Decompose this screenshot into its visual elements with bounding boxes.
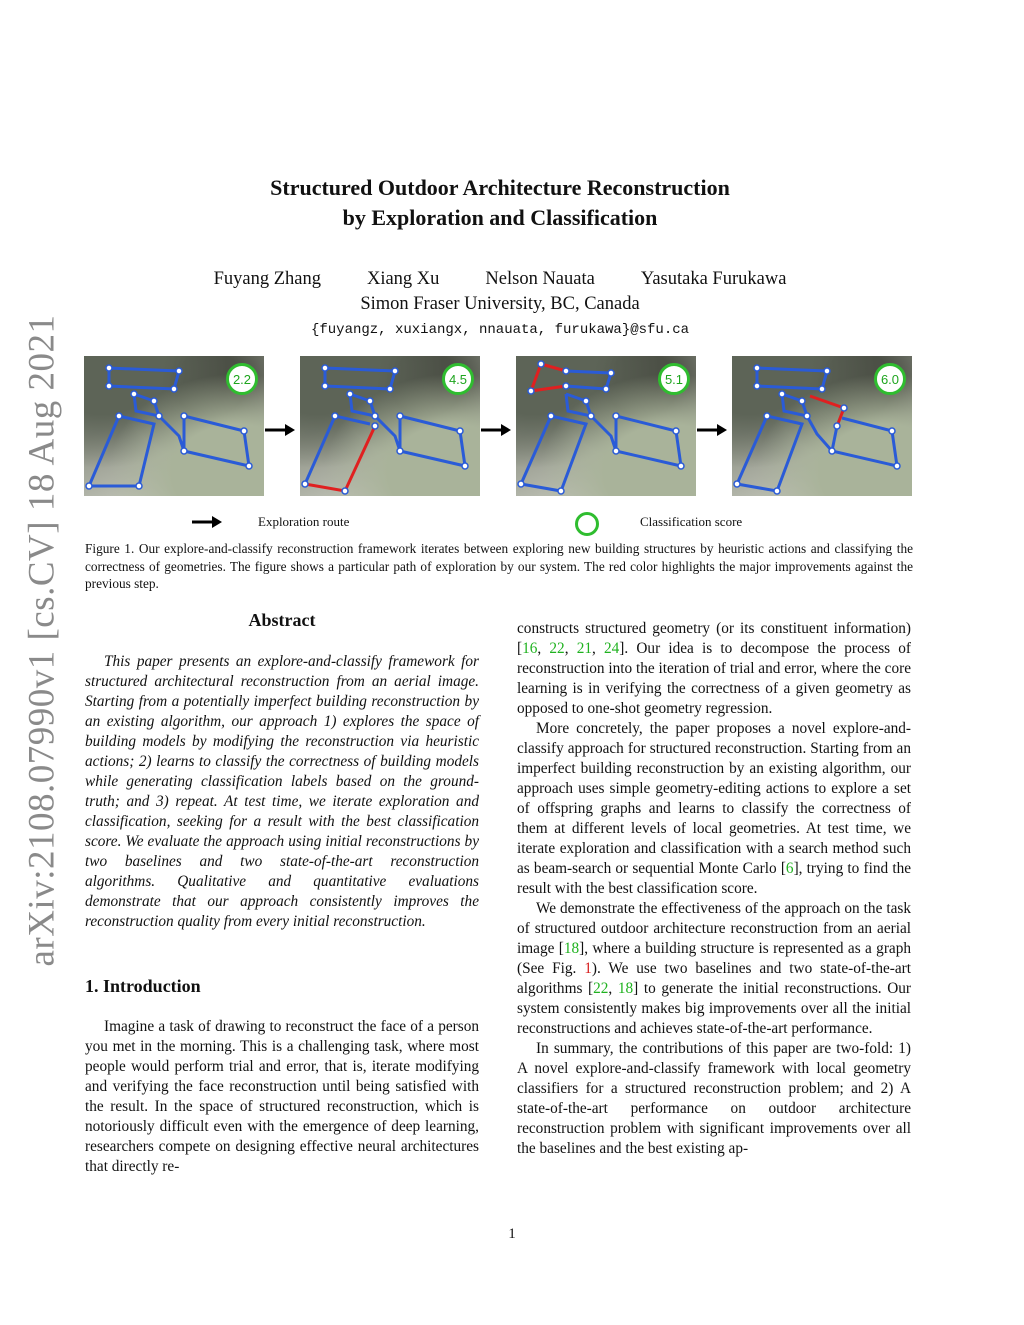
highlighted-edges	[531, 364, 566, 391]
author-name: Fuyang Zhang	[213, 269, 321, 289]
arxiv-stamp-text: arXiv:2108.07990v1 [cs.CV] 18 Aug 2021	[21, 313, 63, 967]
aerial-image-step-2	[300, 356, 480, 496]
author-list	[150, 269, 850, 290]
author-name: Xiang Xu	[366, 269, 440, 289]
citation-link[interactable]: 24	[604, 640, 620, 657]
right-column	[517, 619, 911, 1159]
author-name: Yasutaka Furukawa	[640, 269, 787, 289]
classification-score-badge: 5.1	[658, 363, 690, 395]
arxiv-stamp	[18, 313, 66, 967]
highlighted-edges	[810, 396, 844, 426]
affiliation: Simon Fraser University, BC, Canada	[360, 294, 640, 314]
page-number: 1	[508, 1226, 516, 1242]
body-paragraph: constructs structured geometry (or its constituent information) [16, 22, 21, 24]. Our idea is to decompose the process of reconstruction into the iteration of trial and error, where the core learning is in verifying the correctness of a given geometry as opposed to one-shot geometry regression.	[517, 620, 912, 717]
exploration-arrow-icon	[697, 424, 727, 436]
title-line-2: by Exploration and Classification	[342, 205, 658, 230]
left-column	[85, 610, 479, 1177]
citation-link[interactable]: 6	[785, 860, 794, 877]
classification-score-badge: 4.5	[442, 363, 474, 395]
author-name: Nelson Nauata	[485, 269, 595, 289]
citation-link[interactable]: 18	[563, 940, 580, 957]
figure-reference-link[interactable]: 1	[584, 960, 592, 977]
graph-edges	[737, 368, 897, 491]
legend-score-label: Classification score	[640, 514, 743, 529]
graph-edges	[305, 368, 465, 484]
legend-arrow-icon	[192, 516, 222, 528]
graph-edges	[89, 368, 249, 486]
aerial-image-step-1	[84, 356, 264, 496]
citation-link[interactable]: 18	[617, 980, 634, 997]
citation-link[interactable]: 22	[549, 640, 565, 657]
author-emails: {fuyangz, xuxiangx, nnauata, furukawa}@sfu.ca	[310, 322, 690, 338]
abstract-heading: Abstract	[248, 610, 316, 630]
legend-score-circle-icon	[575, 512, 599, 536]
legend-route-label: Exploration route	[258, 514, 350, 529]
citation-link[interactable]: 22	[593, 980, 609, 997]
section-heading-introduction: 1. Introduction	[85, 976, 201, 996]
body-paragraph: More concretely, the paper proposes a novel explore-and-classify approach for structured reconstruction. Starting from an imperfect building reconstruction by an existing algorithm, our approach uses simple geometry-editing actions to explore a set of offspring graphs and learns to classify the correctness of them at different levels of local geometries. At test time, we iterate exploration and classification with a search method such as beam-search or sequential Monte Carlo [6], trying to find the result with the best classification score.	[517, 720, 912, 897]
abstract-body: This paper presents an explore-and-classify framework for structured architectural reconstruction from an aerial image. Starting from a potentially imperfect building reconstruction by an existing algorithm, our approach 1) explores the space of building models by modifying the reconstruction via heuristic actions; 2) learns to classify the correctness of building models while generating classification labels based on the ground-truth; and 3) repeat. At test time, we iterate exploration and classification, seeking for a result with the best classification score. We evaluate the approach using initial reconstructions by two baselines and two state-of-the-art reconstruction algorithms. Qualitative and quantitative evaluations demonstrate that our approach consistently improves the reconstruction quality from every initial reconstruction.	[85, 653, 479, 930]
classification-score-badge: 2.2	[226, 363, 258, 395]
exploration-arrow-icon	[265, 424, 295, 436]
intro-paragraph: Imagine a task of drawing to reconstruct the face of a person you met in the morning. This is a challenging task, where most people would perform trial and error, that is, iterate modifying and verifying the face reconstruction until being satisfied with the result. In the space of structured reconstruction, which is notoriously difficult even with the emergence of deep learning, researchers compete on designing effective neural architectures that directly re-	[85, 1018, 479, 1175]
figure-caption: Figure 1. Our explore-and-classify reconstruction framework iterates between exploring new building structures by heuristic actions and classifying the correctness of geometries. The figure shows a particular path of exploration by our system. The red color highlights the major improvements against the previous step.	[85, 541, 913, 591]
aerial-image-step-3	[516, 356, 696, 496]
aerial-image-step-4	[732, 356, 912, 496]
exploration-arrow-icon	[481, 424, 511, 436]
citation-link[interactable]: 21	[576, 640, 592, 657]
title-line-1: Structured Outdoor Architecture Reconstruction	[270, 175, 730, 200]
classification-score-badge: 6.0	[874, 363, 906, 395]
body-paragraph: We demonstrate the effectiveness of the approach on the task of structured outdoor architecture reconstruction from an aerial image [18], where a building structure is represented as a graph (See Fig. 1). We use two baselines and two state-of-the-art algorithms [22, 18] to generate the initial reconstructions. Our system consistently makes big improvements over all the initial reconstructions and achieves state-of-the-art performance.	[517, 900, 912, 1037]
citation-link[interactable]: 16	[522, 640, 538, 657]
paper-title	[200, 173, 800, 233]
body-paragraph: In summary, the contributions of this paper are two-fold: 1) A novel explore-and-classify framework with local geometry classifiers for a structured reconstruction problem; and 2) A state-of-the-art performance on outdoor architecture reconstruction problem with significant improvements over all the baselines and the best existing ap-	[517, 1040, 911, 1157]
